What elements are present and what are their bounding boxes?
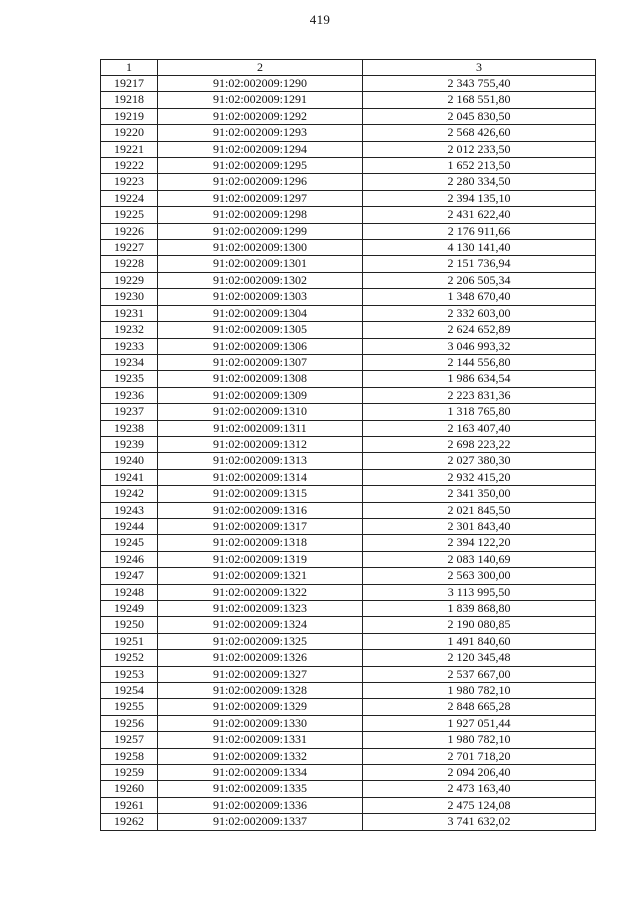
cadastral-number-cell: 91:02:002009:1336	[158, 797, 363, 813]
cadastral-number-cell: 91:02:002009:1322	[158, 584, 363, 600]
row-number-cell: 19259	[101, 765, 158, 781]
row-number-cell: 19235	[101, 371, 158, 387]
row-number-cell: 19232	[101, 322, 158, 338]
cadastral-number-cell: 91:02:002009:1332	[158, 748, 363, 764]
row-number-cell: 19240	[101, 453, 158, 469]
row-number-cell: 19247	[101, 568, 158, 584]
row-number-cell: 19231	[101, 305, 158, 321]
cadastral-number-cell: 91:02:002009:1295	[158, 158, 363, 174]
cadastral-number-cell: 91:02:002009:1306	[158, 338, 363, 354]
row-number-cell: 19224	[101, 190, 158, 206]
cadastral-value-cell: 2 083 140,69	[363, 551, 596, 567]
table-row	[101, 453, 596, 469]
table-row	[101, 584, 596, 600]
row-number-cell: 19227	[101, 240, 158, 256]
table-row	[101, 387, 596, 403]
column-header-1: 1	[101, 60, 158, 76]
cadastral-value-cell: 2 163 407,40	[363, 420, 596, 436]
cadastral-value-cell: 3 046 993,32	[363, 338, 596, 354]
row-number-cell: 19251	[101, 633, 158, 649]
cadastral-value-cell: 2 151 736,94	[363, 256, 596, 272]
table-row	[101, 174, 596, 190]
row-number-cell: 19249	[101, 601, 158, 617]
table-row	[101, 420, 596, 436]
table-row	[101, 666, 596, 682]
row-number-cell: 19237	[101, 404, 158, 420]
row-number-cell: 19254	[101, 683, 158, 699]
cadastral-value-cell: 2 431 622,40	[363, 207, 596, 223]
table-row	[101, 76, 596, 92]
cadastral-value-cell: 2 568 426,60	[363, 125, 596, 141]
row-number-cell: 19261	[101, 797, 158, 813]
table-row	[101, 207, 596, 223]
table-row	[101, 518, 596, 534]
cadastral-number-cell: 91:02:002009:1290	[158, 76, 363, 92]
table-row	[101, 748, 596, 764]
cadastral-number-cell: 91:02:002009:1296	[158, 174, 363, 190]
cadastral-number-cell: 91:02:002009:1325	[158, 633, 363, 649]
cadastral-number-cell: 91:02:002009:1313	[158, 453, 363, 469]
row-number-cell: 19260	[101, 781, 158, 797]
cadastral-number-cell: 91:02:002009:1291	[158, 92, 363, 108]
cadastral-number-cell: 91:02:002009:1321	[158, 568, 363, 584]
row-number-cell: 19218	[101, 92, 158, 108]
cadastral-value-cell: 3 741 632,02	[363, 814, 596, 830]
cadastral-number-cell: 91:02:002009:1304	[158, 305, 363, 321]
cadastral-number-cell: 91:02:002009:1317	[158, 518, 363, 534]
row-number-cell: 19238	[101, 420, 158, 436]
table-row	[101, 289, 596, 305]
row-number-cell: 19255	[101, 699, 158, 715]
row-number-cell: 19252	[101, 650, 158, 666]
table-row	[101, 338, 596, 354]
row-number-cell: 19222	[101, 158, 158, 174]
row-number-cell: 19233	[101, 338, 158, 354]
table-row	[101, 272, 596, 288]
cadastral-value-cell: 1 348 670,40	[363, 289, 596, 305]
table-row	[101, 699, 596, 715]
table-row	[101, 502, 596, 518]
cadastral-value-cell: 2 563 300,00	[363, 568, 596, 584]
cadastral-number-cell: 91:02:002009:1294	[158, 141, 363, 157]
row-number-cell: 19228	[101, 256, 158, 272]
cadastral-value-cell: 2 176 911,66	[363, 223, 596, 239]
cadastral-value-cell: 1 980 782,10	[363, 732, 596, 748]
table-row	[101, 781, 596, 797]
cadastral-value-cell: 2 301 843,40	[363, 518, 596, 534]
table-row	[101, 354, 596, 370]
cadastral-value-cell: 2 223 831,36	[363, 387, 596, 403]
cadastral-value-cell: 1 980 782,10	[363, 683, 596, 699]
cadastral-value-cell: 2 045 830,50	[363, 108, 596, 124]
cadastral-value-cell: 2 394 122,20	[363, 535, 596, 551]
table-row	[101, 568, 596, 584]
cadastral-value-cell: 2 012 233,50	[363, 141, 596, 157]
row-number-cell: 19234	[101, 354, 158, 370]
row-number-cell: 19250	[101, 617, 158, 633]
cadastral-value-cell: 2 473 163,40	[363, 781, 596, 797]
cadastral-value-cell: 4 130 141,40	[363, 240, 596, 256]
row-number-cell: 19248	[101, 584, 158, 600]
row-number-cell: 19244	[101, 518, 158, 534]
cadastral-value-cell: 2 701 718,20	[363, 748, 596, 764]
row-number-cell: 19242	[101, 486, 158, 502]
cadastral-value-cell: 2 027 380,30	[363, 453, 596, 469]
row-number-cell: 19243	[101, 502, 158, 518]
cadastral-value-cell: 2 144 556,80	[363, 354, 596, 370]
cadastral-value-cell: 1 839 868,80	[363, 601, 596, 617]
row-number-cell: 19241	[101, 469, 158, 485]
table-row	[101, 814, 596, 830]
row-number-cell: 19258	[101, 748, 158, 764]
table-row	[101, 617, 596, 633]
table-row	[101, 223, 596, 239]
row-number-cell: 19229	[101, 272, 158, 288]
table-row	[101, 141, 596, 157]
row-number-cell: 19221	[101, 141, 158, 157]
row-number-cell: 19239	[101, 436, 158, 452]
cadastral-number-cell: 91:02:002009:1315	[158, 486, 363, 502]
row-number-cell: 19245	[101, 535, 158, 551]
table-row	[101, 683, 596, 699]
cadastral-value-cell: 1 491 840,60	[363, 633, 596, 649]
cadastral-value-cell: 2 168 551,80	[363, 92, 596, 108]
cadastral-value-cell: 1 927 051,44	[363, 715, 596, 731]
cadastral-number-cell: 91:02:002009:1330	[158, 715, 363, 731]
table-row	[101, 551, 596, 567]
row-number-cell: 19246	[101, 551, 158, 567]
table-header-row	[101, 60, 596, 76]
table-row	[101, 256, 596, 272]
cadastral-value-cell: 2 332 603,00	[363, 305, 596, 321]
table-row	[101, 125, 596, 141]
cadastral-value-cell: 2 343 755,40	[363, 76, 596, 92]
cadastral-value-cell: 2 021 845,50	[363, 502, 596, 518]
table-row	[101, 633, 596, 649]
cadastral-number-cell: 91:02:002009:1299	[158, 223, 363, 239]
cadastral-value-cell: 2 624 652,89	[363, 322, 596, 338]
cadastral-number-cell: 91:02:002009:1308	[158, 371, 363, 387]
table-row	[101, 486, 596, 502]
row-number-cell: 19256	[101, 715, 158, 731]
cadastral-number-cell: 91:02:002009:1335	[158, 781, 363, 797]
column-header-2: 2	[158, 60, 363, 76]
cadastral-number-cell: 91:02:002009:1337	[158, 814, 363, 830]
cadastral-number-cell: 91:02:002009:1334	[158, 765, 363, 781]
table-row	[101, 732, 596, 748]
cadastral-value-cell: 2 932 415,20	[363, 469, 596, 485]
table-row	[101, 305, 596, 321]
table-row	[101, 108, 596, 124]
table-row	[101, 404, 596, 420]
cadastral-value-cell: 2 190 080,85	[363, 617, 596, 633]
table-row	[101, 535, 596, 551]
cadastral-number-cell: 91:02:002009:1319	[158, 551, 363, 567]
row-number-cell: 19253	[101, 666, 158, 682]
cadastral-number-cell: 91:02:002009:1307	[158, 354, 363, 370]
cadastral-value-cell: 2 848 665,28	[363, 699, 596, 715]
cadastral-number-cell: 91:02:002009:1311	[158, 420, 363, 436]
table-row	[101, 92, 596, 108]
table-row	[101, 436, 596, 452]
cadastral-value-cell: 2 698 223,22	[363, 436, 596, 452]
cadastral-number-cell: 91:02:002009:1292	[158, 108, 363, 124]
cadastral-number-cell: 91:02:002009:1323	[158, 601, 363, 617]
row-number-cell: 19223	[101, 174, 158, 190]
row-number-cell: 19219	[101, 108, 158, 124]
cadastral-number-cell: 91:02:002009:1293	[158, 125, 363, 141]
cadastral-number-cell: 91:02:002009:1312	[158, 436, 363, 452]
table-row	[101, 240, 596, 256]
cadastral-value-cell: 2 120 345,48	[363, 650, 596, 666]
cadastral-value-cell: 2 537 667,00	[363, 666, 596, 682]
table-body	[101, 76, 596, 831]
cadastral-number-cell: 91:02:002009:1300	[158, 240, 363, 256]
cadastral-number-cell: 91:02:002009:1305	[158, 322, 363, 338]
cadastral-number-cell: 91:02:002009:1327	[158, 666, 363, 682]
cadastral-number-cell: 91:02:002009:1297	[158, 190, 363, 206]
cadastral-number-cell: 91:02:002009:1310	[158, 404, 363, 420]
row-number-cell: 19220	[101, 125, 158, 141]
page-number: 419	[309, 12, 331, 27]
cadastral-number-cell: 91:02:002009:1302	[158, 272, 363, 288]
cadastral-number-cell: 91:02:002009:1309	[158, 387, 363, 403]
table-row	[101, 190, 596, 206]
cadastral-value-cell: 2 475 124,08	[363, 797, 596, 813]
row-number-cell: 19230	[101, 289, 158, 305]
cadastral-number-cell: 91:02:002009:1318	[158, 535, 363, 551]
cadastral-value-cell: 3 113 995,50	[363, 584, 596, 600]
cadastral-value-cell: 2 094 206,40	[363, 765, 596, 781]
cadastral-number-cell: 91:02:002009:1326	[158, 650, 363, 666]
cadastral-value-cell: 2 341 350,00	[363, 486, 596, 502]
cadastral-number-cell: 91:02:002009:1324	[158, 617, 363, 633]
cadastral-value-cell: 2 280 334,50	[363, 174, 596, 190]
row-number-cell: 19262	[101, 814, 158, 830]
row-number-cell: 19225	[101, 207, 158, 223]
cadastral-number-cell: 91:02:002009:1314	[158, 469, 363, 485]
cadastral-number-cell: 91:02:002009:1316	[158, 502, 363, 518]
table-row	[101, 371, 596, 387]
cadastral-number-cell: 91:02:002009:1328	[158, 683, 363, 699]
cadastral-number-cell: 91:02:002009:1301	[158, 256, 363, 272]
cadastral-value-cell: 1 652 213,50	[363, 158, 596, 174]
row-number-cell: 19217	[101, 76, 158, 92]
row-number-cell: 19226	[101, 223, 158, 239]
table-row	[101, 158, 596, 174]
table-row	[101, 715, 596, 731]
table-row	[101, 765, 596, 781]
cadastral-value-cell: 1 318 765,80	[363, 404, 596, 420]
cadastral-value-cell: 2 394 135,10	[363, 190, 596, 206]
table-row	[101, 601, 596, 617]
column-header-3: 3	[363, 60, 596, 76]
table-row	[101, 322, 596, 338]
cadastral-number-cell: 91:02:002009:1331	[158, 732, 363, 748]
cadastral-number-cell: 91:02:002009:1298	[158, 207, 363, 223]
table-row	[101, 650, 596, 666]
row-number-cell: 19257	[101, 732, 158, 748]
cadastral-number-cell: 91:02:002009:1329	[158, 699, 363, 715]
cadastral-value-cell: 1 986 634,54	[363, 371, 596, 387]
cadastral-value-cell: 2 206 505,34	[363, 272, 596, 288]
row-number-cell: 19236	[101, 387, 158, 403]
table-row	[101, 469, 596, 485]
cadastral-number-cell: 91:02:002009:1303	[158, 289, 363, 305]
table-row	[101, 797, 596, 813]
cadastral-value-table	[100, 59, 596, 831]
